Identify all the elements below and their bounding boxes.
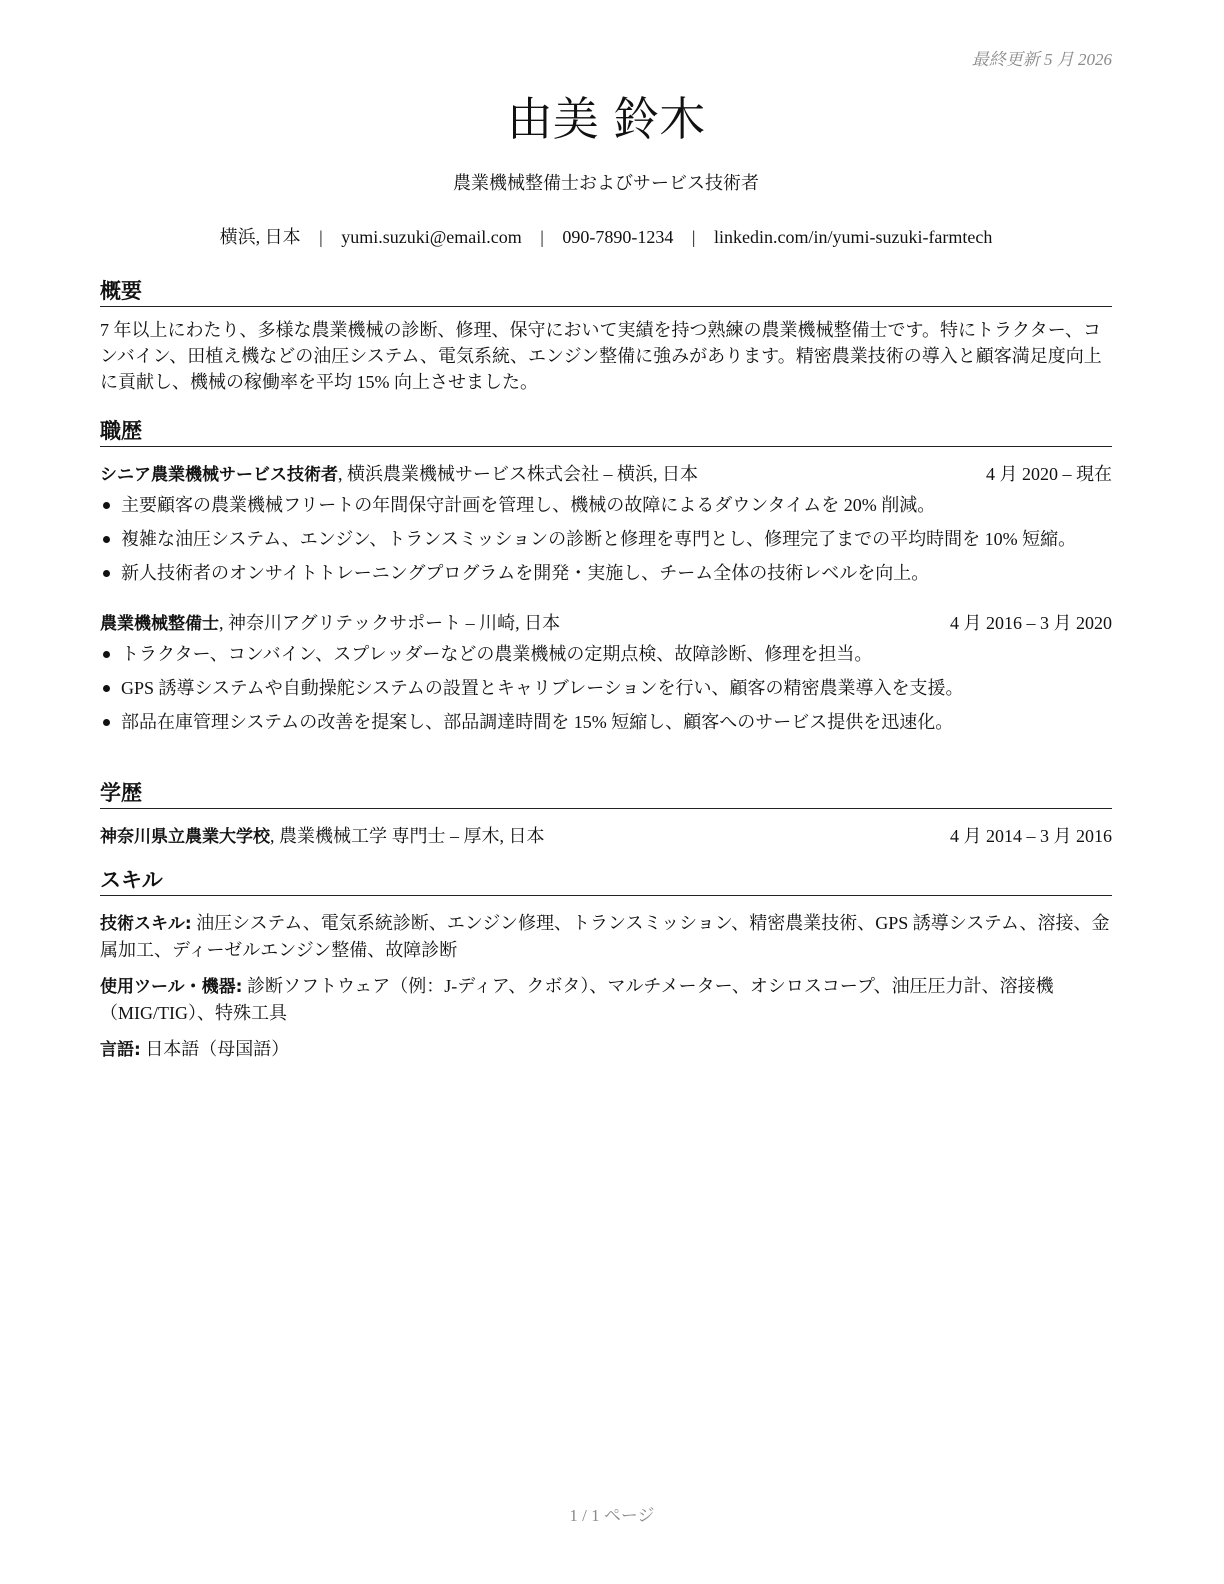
contact-separator: |: [540, 227, 544, 247]
skills-section: [100, 866, 1112, 1073]
job-org: , 神奈川アグリテックサポート – 川崎, 日本: [219, 613, 561, 633]
job-dates: 4 月 2016 – 3 月 2020: [950, 613, 1112, 633]
education-dates: 4 月 2014 – 3 月 2016: [950, 826, 1112, 846]
skill-text: 診断ソフトウェア（例：J-ディア、クボタ）、マルチメーター、オシロスコープ、油圧圧力計、溶接機（MIG/TIG）、特殊工具: [100, 976, 1054, 1023]
education-detail: , 農業機械工学 専門士 – 厚木, 日本: [270, 826, 545, 846]
education-section: [100, 779, 1112, 850]
skill-line-technical: [100, 910, 1112, 963]
education-school-detail: [100, 823, 545, 850]
job-org: , 横浜農業機械サービス株式会社 – 横浜, 日本: [338, 464, 698, 484]
skill-line-tools: [100, 973, 1112, 1026]
education-entry: [100, 823, 1112, 850]
job-header: [100, 610, 1112, 637]
job-title-org: [100, 610, 560, 637]
experience-section: [100, 417, 1112, 743]
job-role: シニア農業機械サービス技術者: [100, 465, 338, 485]
skills-list: [100, 910, 1112, 1063]
bullet-item: GPS 誘導システムや自動操舵システムの設置とキャリブレーションを行い、顧客の精密農業導入を支援。: [100, 675, 1112, 701]
contact-separator: |: [319, 227, 323, 247]
bullet-item: 部品在庫管理システムの改善を提案し、部品調達時間を 15% 短縮し、顧客へのサービス提供を迅速化。: [100, 709, 1112, 735]
skills-heading: スキル: [100, 866, 1112, 896]
contact-location: 横浜, 日本: [219, 227, 301, 247]
job-role: 農業機械整備士: [100, 614, 219, 634]
experience-heading: 職歴: [100, 417, 1112, 447]
education-school: 神奈川県立農業大学校: [100, 827, 270, 847]
job-title: 農業機械整備士およびサービス技術者: [453, 173, 759, 193]
candidate-name: 由美 鈴木: [506, 92, 706, 146]
summary-text: 7 年以上にわたり、多様な農業機械の診断、修理、保守において実績を持つ熟練の農業機械整備士です。特にトラクター、コンバイン、田植え機などの油圧システム、電気系統、エンジン整備に強みがあります。精密農業技術の導入と顧客満足度向上に貢献し、機械の稼働率を平均 15% 向上させました。: [100, 320, 1102, 392]
contact-linkedin[interactable]: linkedin.com/in/yumi-suzuki-farmtech: [713, 227, 993, 247]
skill-text: 油圧システム、電気系統診断、エンジン修理、トランスミッション、精密農業技術、GPS 誘導システム、溶接、金属加工、ディーゼルエンジン整備、故障診断: [100, 913, 1110, 960]
contact-phone: 090-7890-1234: [562, 227, 674, 247]
contact-email[interactable]: yumi.suzuki@email.com: [341, 227, 522, 247]
skill-label: 使用ツール・機器:: [100, 977, 243, 997]
skill-text: 日本語（母国語）: [140, 1039, 290, 1059]
bullet-item: 複雑な油圧システム、エンジン、トランスミッションの診断と修理を専門とし、修理完了までの平均時間を 10% 短縮。: [100, 526, 1112, 552]
skill-label: 技術スキル:: [100, 914, 192, 934]
summary-section: [100, 277, 1112, 395]
job-entry: [100, 610, 1112, 735]
bullet-item: 主要顧客の農業機械フリートの年間保守計画を管理し、機械の故障によるダウンタイムを 20% 削減。: [100, 492, 1112, 518]
job-header: [100, 461, 1112, 488]
bullet-item: トラクター、コンバイン、スプレッダーなどの農業機械の定期点検、故障診断、修理を担当。: [100, 641, 1112, 667]
skill-label: 言語:: [100, 1040, 141, 1060]
job-dates: 4 月 2020 – 現在: [986, 464, 1112, 484]
last-updated: 最終更新 5 月 2026: [971, 50, 1112, 69]
contact-line: [100, 225, 1112, 249]
education-heading: 学歴: [100, 779, 1112, 809]
job-entry: [100, 461, 1112, 586]
contact-separator: |: [691, 227, 696, 247]
job-title-org: [100, 461, 698, 488]
bullet-item: 新人技術者のオンサイトトレーニングプログラムを開発・実施し、チーム全体の技術レベルを向上。: [100, 560, 1112, 586]
skill-line-languages: [100, 1036, 1112, 1063]
page-number: 1 / 1 ページ: [569, 1506, 655, 1525]
job-bullets: [100, 492, 1112, 586]
summary-heading: 概要: [100, 277, 1112, 307]
job-bullets: [100, 641, 1112, 735]
